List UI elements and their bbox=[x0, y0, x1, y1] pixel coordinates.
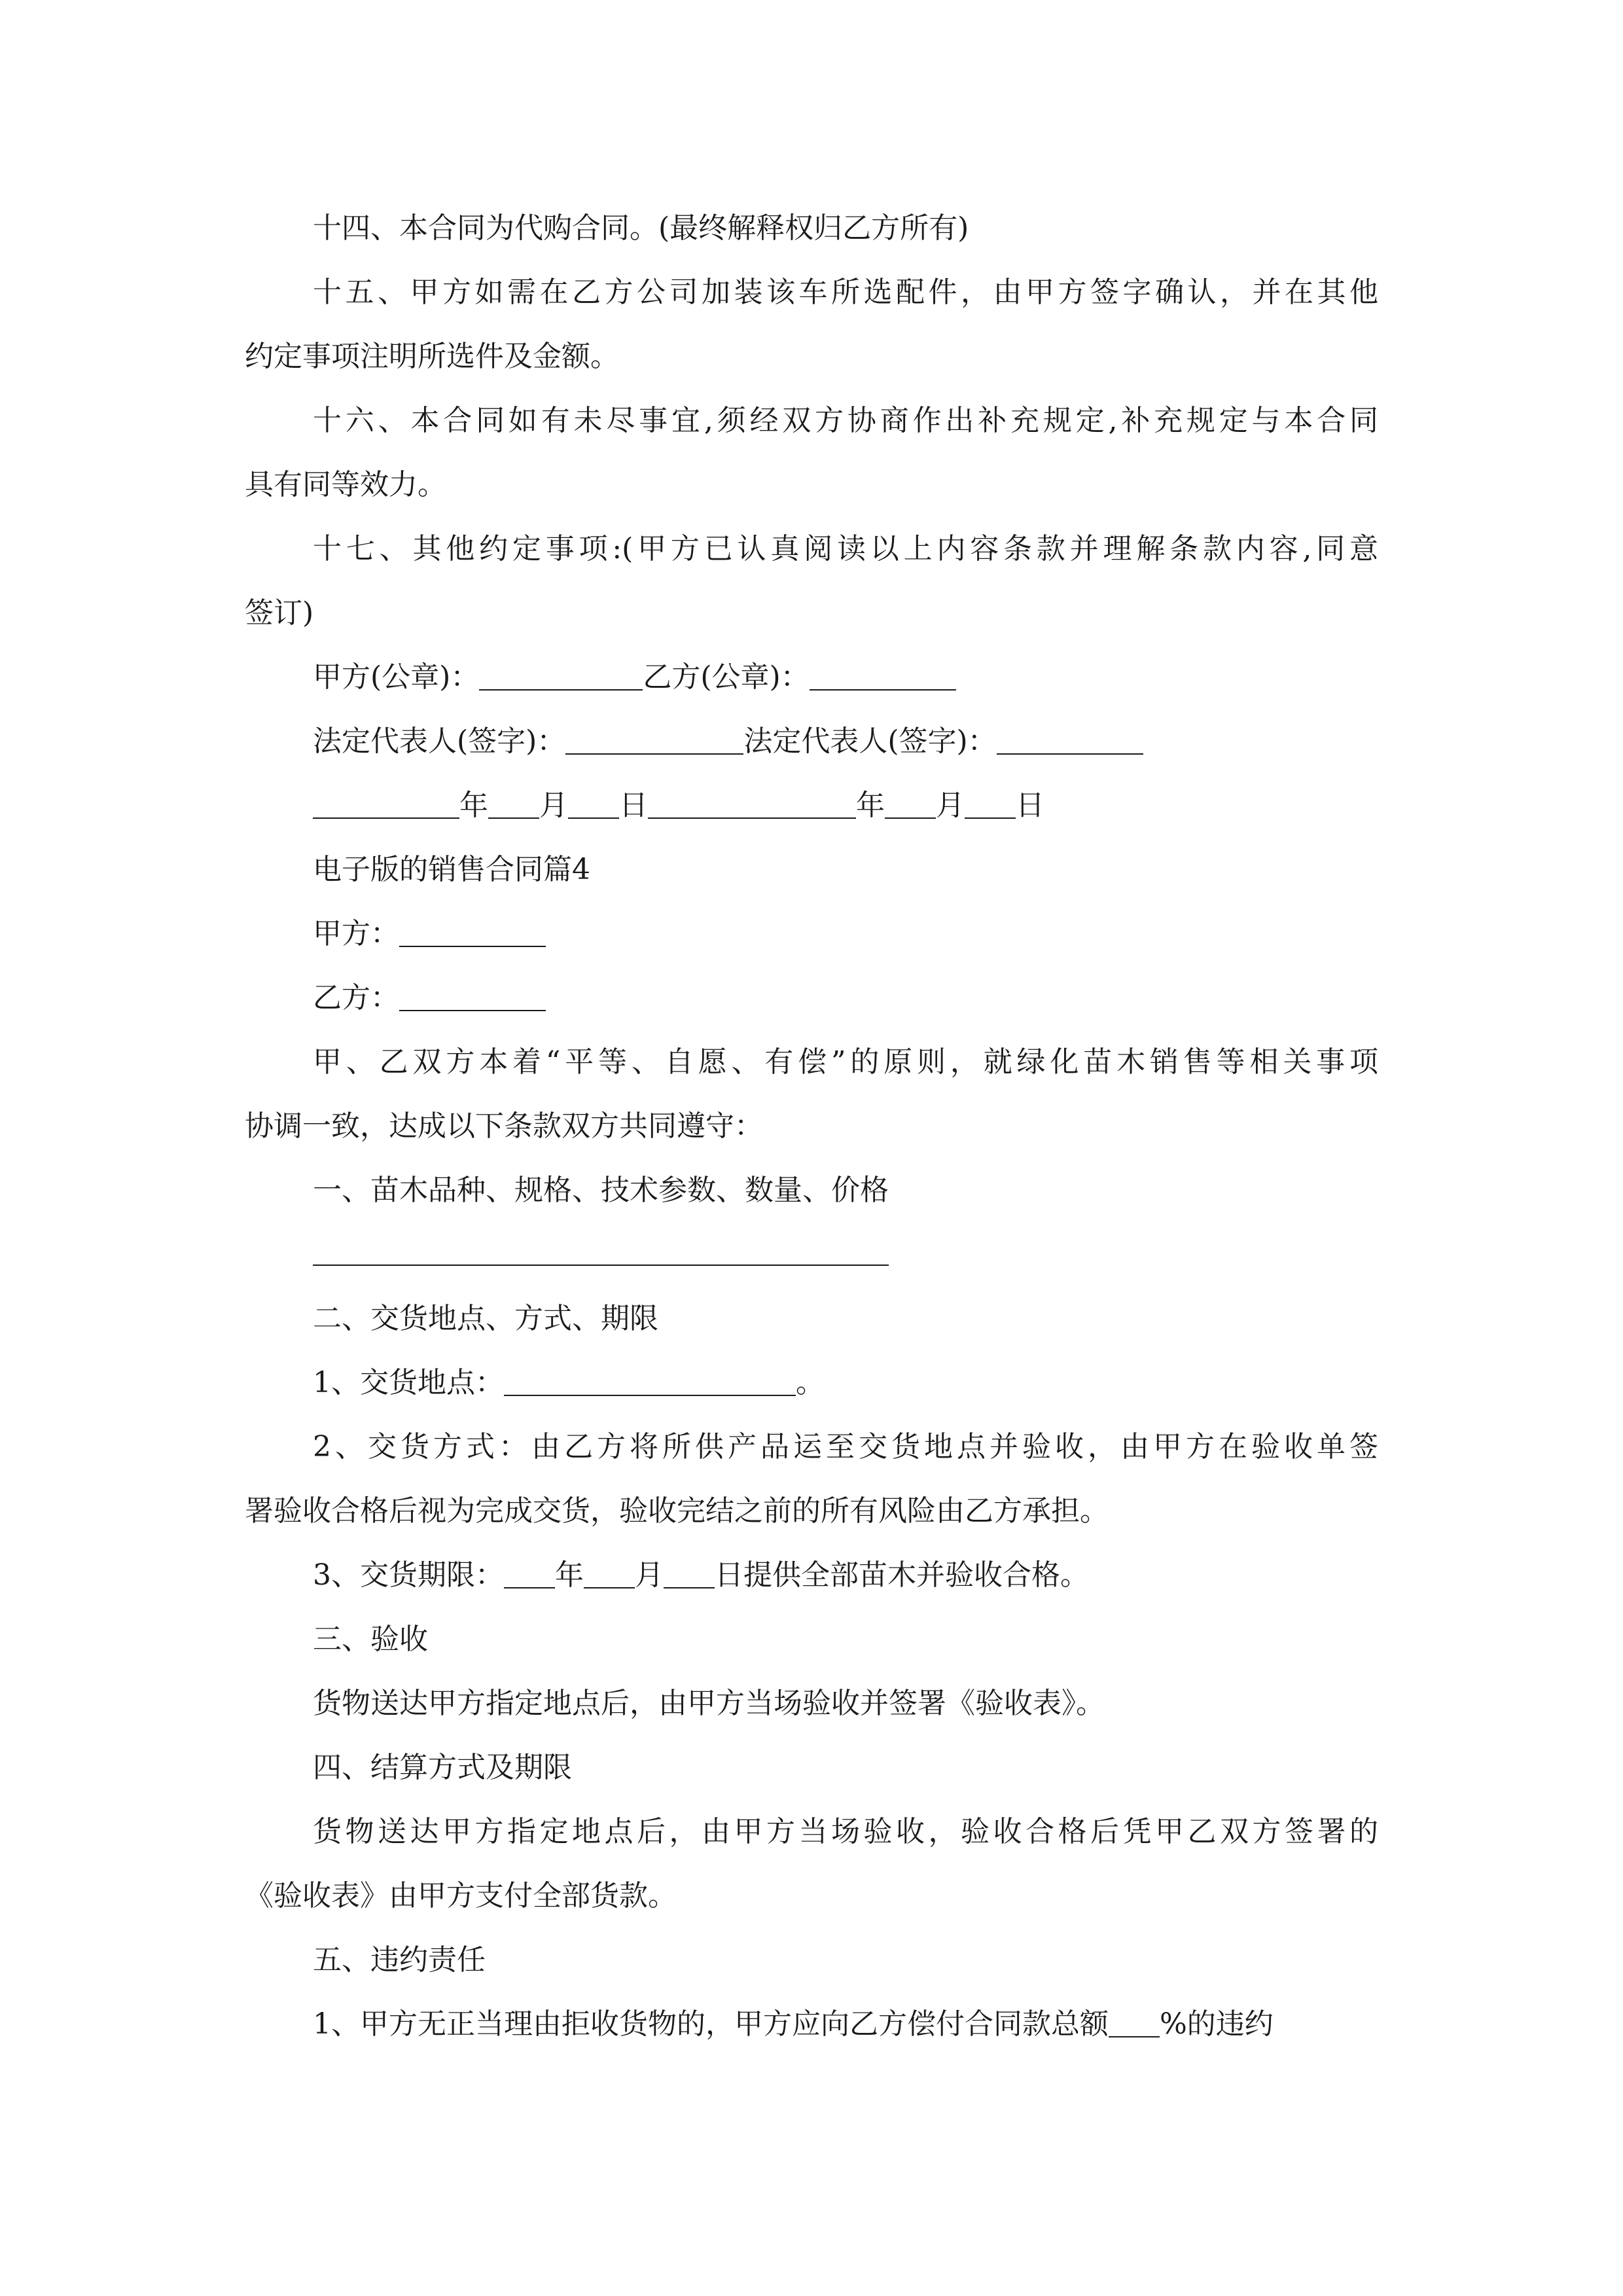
clause-17-line-1: 十七、其他约定事项:(甲方已认真阅读以上内容条款并理解条款内容,同意 bbox=[313, 532, 1378, 565]
heading-5: 五、违约责任 bbox=[313, 1943, 486, 1977]
clause-15-line-1: 十五、甲方如需在乙方公司加装该车所选配件，由甲方签字确认，并在其他 bbox=[313, 276, 1378, 309]
heading-3: 三、验收 bbox=[313, 1623, 428, 1656]
delivery-method-line-1: 2、交货方式：由乙方将所供产品运至交货地点并验收，由甲方在验收单签 bbox=[313, 1430, 1378, 1463]
date-b-month-blank bbox=[885, 791, 936, 819]
heading-4: 四、结算方式及期限 bbox=[313, 1751, 572, 1784]
penalty-percent-blank bbox=[1109, 2010, 1160, 2037]
party-a-name-blank bbox=[399, 920, 546, 947]
clause-15-line-2: 约定事项注明所选件及金额。 bbox=[245, 340, 619, 373]
party-b-legal-rep-blank bbox=[997, 727, 1143, 755]
section-title: 电子版的销售合同篇4 bbox=[313, 853, 590, 886]
clause-16-line-2: 具有同等效力。 bbox=[245, 468, 446, 501]
deadline-day-blank bbox=[664, 1561, 715, 1588]
delivery-deadline-line: 3、交货期限： 年 月 日提供全部苗木并验收合格。 bbox=[313, 1558, 1089, 1592]
heading-2: 二、交货地点、方式、期限 bbox=[313, 1302, 658, 1335]
date-a-month-blank bbox=[488, 791, 539, 819]
party-a-line: 甲方： bbox=[245, 902, 1378, 966]
deadline-year-blank bbox=[504, 1561, 555, 1588]
party-a-seal-blank bbox=[479, 663, 643, 691]
party-seal-line bbox=[245, 645, 1378, 709]
clause-16-line-1: 十六、本合同如有未尽事宜,须经双方协商作出补充规定,补充规定与本合同 bbox=[313, 404, 1378, 437]
horizontal-rule bbox=[313, 1265, 889, 1266]
party-b-name-blank bbox=[399, 984, 546, 1011]
acceptance-text: 货物送达甲方指定地点后，由甲方当场验收并签署《验收表》。 bbox=[313, 1687, 1105, 1720]
party-b-legal-rep-label: 法定代表人(签字)： bbox=[743, 725, 997, 758]
delivery-method-line-2: 署验收合格后视为完成交货，验收完结之前的所有风险由乙方承担。 bbox=[245, 1494, 1109, 1528]
party-b-seal-label: 乙方(公章)： bbox=[643, 660, 810, 694]
delivery-place-line: 1、交货地点： 。 bbox=[313, 1366, 825, 1399]
preamble-line-1: 甲、乙双方本着“平等、自愿、有偿”的原则，就绿化苗木销售等相关事项 bbox=[313, 1045, 1378, 1079]
settlement-line-2: 《验收表》由甲方支付全部货款。 bbox=[245, 1879, 677, 1912]
heading-1: 一、苗木品种、规格、技术参数、数量、价格 bbox=[313, 1174, 889, 1207]
settlement-line-1: 货物送达甲方指定地点后，由甲方当场验收，验收合格后凭甲乙双方签署的 bbox=[313, 1815, 1378, 1848]
date-a-year-blank bbox=[313, 791, 459, 819]
date-b-year-blank bbox=[648, 791, 856, 819]
clause-17-line-2: 签订) bbox=[245, 596, 314, 630]
party-b-seal-blank bbox=[810, 663, 956, 691]
contract-page bbox=[245, 196, 1378, 2056]
legal-rep-line bbox=[245, 709, 1378, 774]
blank-fill-line bbox=[245, 1223, 1378, 1287]
date-b-day-blank bbox=[965, 791, 1016, 819]
preamble-line-2: 协调一致，达成以下条款双方共同遵守： bbox=[245, 1109, 763, 1143]
date-line: 年 月 日 年 月 日 bbox=[245, 774, 1378, 838]
party-b-line: 乙方： bbox=[245, 966, 1378, 1030]
date-a-day-blank bbox=[568, 791, 619, 819]
delivery-place-blank bbox=[504, 1369, 796, 1396]
deadline-month-blank bbox=[584, 1561, 635, 1588]
breach-line-1: 1、甲方无正当理由拒收货物的，甲方应向乙方偿付合同款总额 %的违约 bbox=[313, 2007, 1274, 2041]
party-a-seal-label: 甲方(公章)： bbox=[313, 660, 480, 694]
clause-14: 十四、本合同为代购合同。(最终解释权归乙方所有) bbox=[313, 211, 969, 245]
party-a-legal-rep-blank bbox=[565, 727, 743, 755]
party-a-legal-rep-label: 法定代表人(签字)： bbox=[313, 725, 566, 758]
